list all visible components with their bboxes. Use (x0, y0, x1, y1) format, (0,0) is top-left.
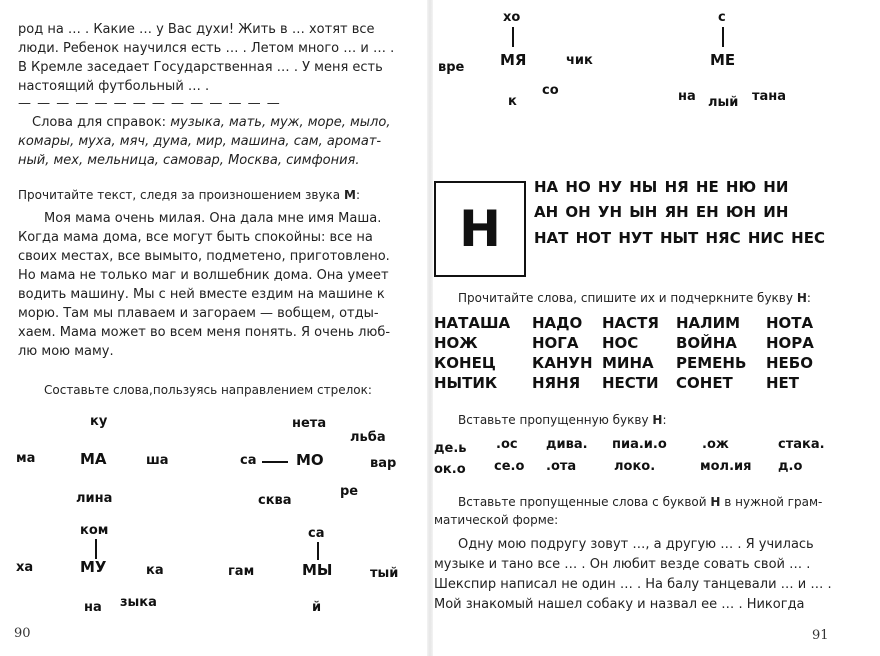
arrow-line (317, 542, 319, 560)
fill-words-instruction: Вставьте пропущенные слова с буквой Н в нужной грам- (458, 495, 823, 509)
page-number: 91 (812, 628, 829, 643)
syllable-ka: ка (146, 563, 164, 578)
words-instruction: Прочитайте слова, спишите их и подчеркните букву Н: (458, 291, 811, 305)
missing-word: де.ь (434, 441, 467, 456)
syllable-ma: ма (16, 451, 36, 466)
syllable-na: на (84, 600, 102, 615)
text-line: водить машину. Мы с ней вместе ездим на машине к (18, 287, 385, 302)
missing-word: се.о (494, 459, 525, 474)
arrow-line (95, 539, 97, 559)
text-line: Моя мама очень милая. Она дала мне имя Маша. (44, 211, 382, 226)
syllable-neta: нета (292, 416, 327, 431)
arrow-line (262, 461, 288, 463)
page-number: 90 (14, 626, 31, 641)
answer-dashes: — — — — — — — — — — — — — — (18, 96, 281, 111)
syllable-sha: ша (146, 453, 169, 468)
fill-words-letter: Н (710, 495, 721, 509)
word: КОНЕЦ (434, 354, 496, 372)
text-line: Когда мама дома, все могут быть спокойны: все на (18, 230, 373, 245)
syllable-chik: чик (566, 53, 593, 68)
syllable-row: НАТ НОТ НУТ НЫТ НЯС НИС НЕС (534, 229, 825, 247)
word: НЕБО (766, 354, 813, 372)
missing-word: .ос (496, 437, 518, 452)
text-line: Шекспир написал не один … . На балу танцевали … и … . (434, 577, 832, 592)
word: НЯНЯ (532, 374, 581, 392)
word-column (532, 313, 593, 393)
cluster-center-mu: МУ (80, 558, 107, 576)
reference-list: музыка, мать, муж, море, мыло, (170, 115, 391, 130)
word-column (766, 313, 814, 393)
text-line: настоящий футбольный … . (18, 79, 210, 94)
syllable-row: АН ОН УН ЫН ЯН ЕН ЮН ИН (534, 203, 789, 221)
arrows-instruction: Составьте слова,пользуясь направлением стрелок: (44, 383, 372, 397)
word: НОЖ (434, 334, 478, 352)
word: НОГА (532, 334, 579, 352)
missing-letter: Н (652, 413, 663, 427)
syllable-lyi: лый (708, 95, 739, 110)
word: НАСТЯ (602, 314, 659, 332)
fill-words-instruction-cont: матической форме: (434, 513, 559, 527)
reference-words (18, 113, 391, 170)
reference-list: ный, мех, мельница, самовар, Москва, симфония. (18, 153, 360, 168)
word: РЕМЕНЬ (676, 354, 747, 372)
cluster-center-my: МЫ (302, 561, 333, 579)
text-line: морю. Там мы плаваем и загораем — вобщем, отды- (18, 306, 379, 321)
word: НЕСТИ (602, 374, 659, 392)
syllable-skva: сква (258, 493, 292, 508)
story-text (434, 535, 832, 615)
word-column (434, 313, 510, 393)
syllable-so: со (542, 83, 559, 98)
syllable-re: ре (340, 484, 359, 499)
fill-in-text (18, 20, 394, 96)
text-line: Но мама не только маг и волшебник дома. Она умеет (18, 268, 389, 283)
syllable-kom: ком (80, 523, 109, 538)
missing-word: ок.о (434, 462, 466, 477)
missing-word: .ож (702, 437, 729, 452)
word-column (602, 313, 659, 393)
missing-word: стака. (778, 437, 825, 452)
missing-word: дива. (546, 437, 588, 452)
left-page (0, 0, 430, 656)
syllable-ho: хо (503, 10, 521, 25)
word: НАТАША (434, 314, 511, 332)
letter-box (434, 181, 526, 277)
big-letter: Н (459, 200, 501, 258)
syllable-sa: са (240, 453, 257, 468)
arrow-line (512, 27, 514, 47)
text-line: Одну мою подругу зовут …, а другую … . Я училась (458, 537, 814, 552)
word: НАДО (532, 314, 583, 332)
syllable-ha: ха (16, 560, 34, 575)
cluster-center-mo: МО (296, 451, 324, 469)
syllable-k: к (508, 94, 517, 109)
reference-label: Слова для справок: (32, 115, 167, 130)
syllable-sa: са (308, 526, 325, 541)
missing-word: локо. (614, 459, 656, 474)
syllable-var: вар (370, 456, 397, 471)
word: НЕТ (766, 374, 800, 392)
arrow-line (722, 27, 724, 47)
text-line: род на … . Какие … у Вас духи! Жить в … хотят все (18, 22, 375, 37)
sound-instruction: Прочитайте текст, следя за произношением звука М: (18, 188, 360, 202)
word: НОТА (766, 314, 814, 332)
syllable-ku: ку (90, 414, 108, 429)
word: НОС (602, 334, 639, 352)
text-line: хаем. Мама может во всем меня понять. Я очень люб- (18, 325, 391, 340)
syllable-lina: лина (76, 491, 113, 506)
syllable-na: на (678, 89, 696, 104)
words-letter: Н (796, 291, 807, 305)
reading-text (18, 209, 390, 361)
text-line: В Кремле заседает Государственная … . У меня есть (18, 60, 383, 75)
missing-word: .ота (546, 459, 577, 474)
missing-word: пиа.и.о (612, 437, 667, 452)
syllable-zyka: зыка (120, 595, 157, 610)
syllable-gam: гам (228, 564, 255, 579)
text-line: люди. Ребенок научился есть … . Летом много … и … . (18, 41, 395, 56)
sound-letter: М (343, 188, 356, 202)
text-line: лю мою маму. (18, 344, 114, 359)
word: НОРА (766, 334, 814, 352)
missing-word: д.о (778, 459, 803, 474)
cluster-center-mya: МЯ (500, 51, 527, 69)
syllable-s: с (718, 10, 726, 25)
word: НАЛИМ (676, 314, 741, 332)
word-column (676, 313, 746, 393)
word: СОНЕТ (676, 374, 733, 392)
text-line: музыке и тано все … . Он любит везде совать свой … . (434, 557, 811, 572)
syllable-tyi: тый (370, 566, 399, 581)
word: КАНУН (532, 354, 593, 372)
right-page (430, 0, 880, 656)
cluster-center-me: МЕ (710, 51, 736, 69)
missing-letter-instruction: Вставьте пропущенную букву Н: (458, 413, 667, 427)
syllable-tana: тана (752, 89, 787, 104)
text-line: Мой знакомый нашел собаку и назвал ее … . Никогда (434, 597, 805, 612)
syllable-vre: вре (438, 60, 465, 75)
syllable-lba: льба (350, 430, 386, 445)
cluster-center-ma: МА (80, 450, 107, 468)
missing-word: мол.ия (700, 459, 752, 474)
syllable-row: НА НО НУ НЫ НЯ НЕ НЮ НИ (534, 178, 789, 196)
syllable-i: й (312, 600, 322, 615)
reference-list: комары, муха, мяч, дума, мир, машина, сам, аромат- (18, 134, 382, 149)
word: НЫТИК (434, 374, 498, 392)
word: ВОЙНА (676, 334, 737, 352)
word: МИНА (602, 354, 654, 372)
text-line: своих местах, все вымыто, подметено, приготовлено. (18, 249, 390, 264)
